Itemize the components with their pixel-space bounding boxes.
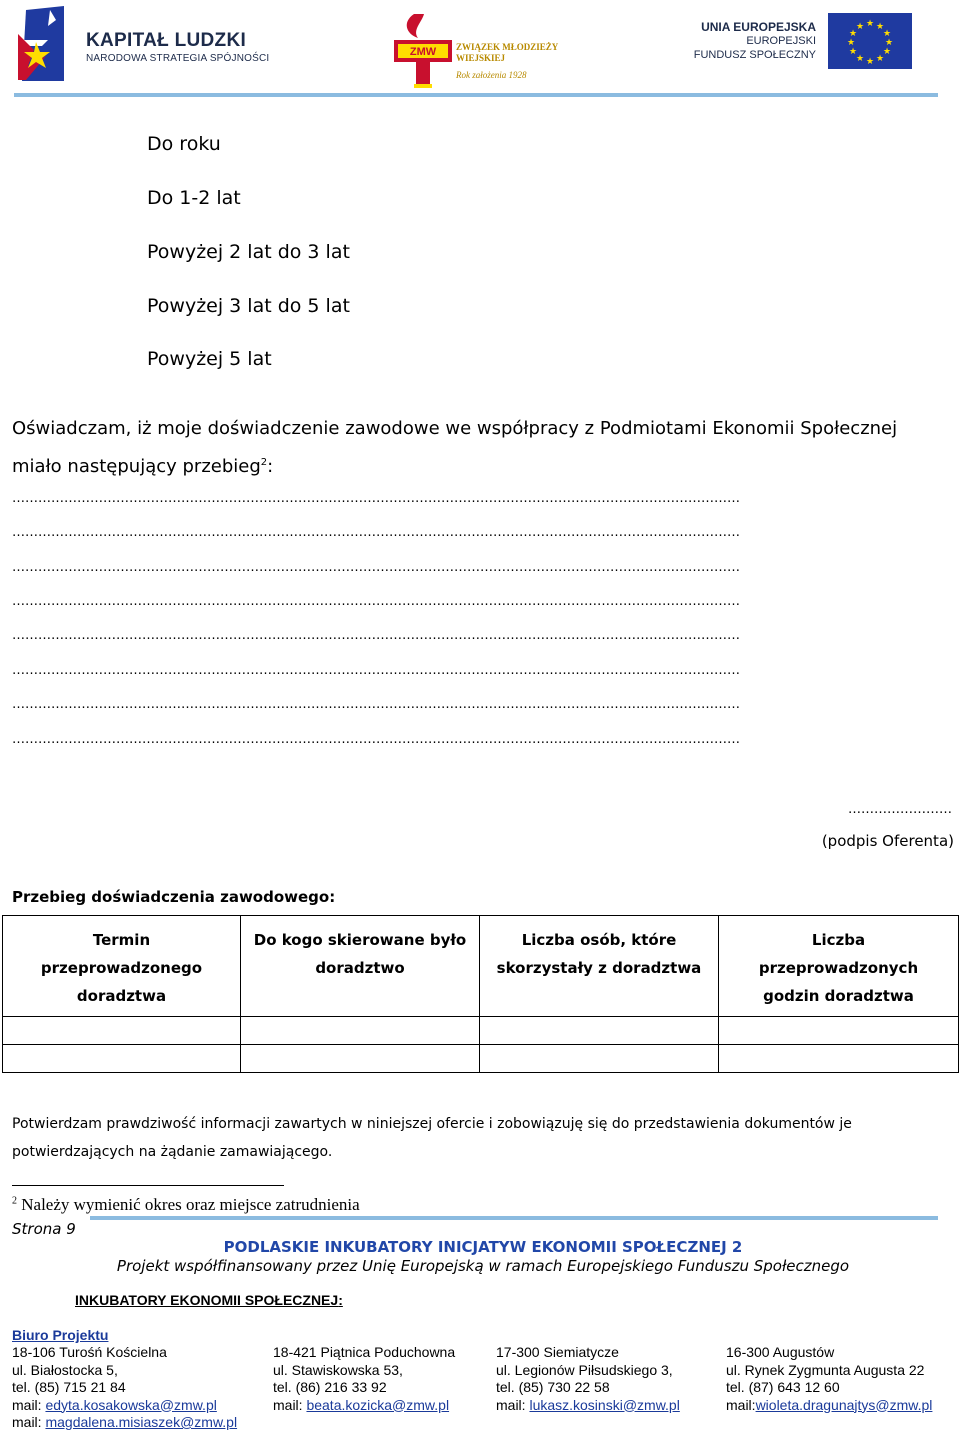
svg-text:★: ★ — [865, 57, 875, 67]
footnote-ref: 2 — [260, 457, 268, 468]
email-link[interactable]: beata.kozicka@zmw.pl — [306, 1396, 450, 1413]
fill-line: …………………………………………………………………………………………………………………………………………………… — [12, 560, 740, 575]
option-2-3-years: Powyżej 2 lat do 3 lat — [147, 241, 350, 263]
fill-line: …………………………………………………………………………………………………………………………………………………… — [12, 491, 740, 506]
experience-section-title: Przebieg doświadczenia zawodowego: — [12, 888, 336, 906]
project-subtitle: Projekt współfinansowany przez Unię Europejską w ramach Europejskiego Funduszu Społecznego — [116, 1257, 850, 1275]
svg-text:★: ★ — [846, 38, 856, 48]
footer-divider — [90, 1216, 938, 1220]
table-cell[interactable] — [480, 1045, 719, 1073]
office-siemiatycze: 17-300 Siemiatycze ul. Legionów Piłsudskiego 3, tel. (85) 730 22 58 mail: lukasz.kosinski@zmw.pl — [496, 1344, 680, 1413]
fill-line: …………………………………………………………………………………………………………………………………………………… — [12, 594, 740, 609]
confirmation-text: Potwierdzam prawdziwość informacji zawartych w niniejszej ofercie i zobowiązuję się do przedstawienia dokumentów je potwierdzających na żądanie zamawiającego. — [12, 1116, 852, 1160]
statement-colon: : — [267, 456, 274, 477]
kapital-ludzki-logo-icon — [18, 6, 68, 81]
svg-text:★: ★ — [848, 29, 858, 39]
email-link[interactable]: lukasz.kosinski@zmw.pl — [529, 1396, 680, 1413]
zmw-badge-text: ZMW — [409, 46, 437, 58]
fill-line: …………………………………………………………………………………………………………………………………………………… — [12, 525, 740, 540]
kapital-ludzki-subtitle: NARODOWA STRATEGIA SPÓJNOŚCI — [86, 53, 270, 64]
footnote — [12, 1195, 360, 1215]
svg-text:★: ★ — [875, 22, 885, 32]
table-header-row — [3, 916, 959, 1017]
statement-line2: miało następujący przebieg — [12, 456, 261, 477]
ue-line3: FUNDUSZ SPOŁECZNY — [693, 49, 816, 61]
experience-table — [2, 915, 959, 1073]
office-turosn: 18-106 Turośń Kościelna ul. Białostocka 5, tel. (85) 715 21 84 mail: edyta.kosakowska@zmw.pl mail: magdalena.misiaszek@zmw.pl — [12, 1344, 238, 1430]
ue-line2: EUROPEJSKI — [746, 35, 816, 47]
zmw-name-line2: WIEJSKIEJ — [456, 53, 506, 63]
option-3-5-years: Powyżej 3 lat do 5 lat — [147, 295, 350, 317]
fill-line: …………………………………………………………………………………………………………………………………………………… — [12, 628, 740, 643]
svg-text:★: ★ — [848, 47, 858, 57]
footnote-divider — [12, 1185, 284, 1186]
svg-text:★: ★ — [865, 19, 875, 29]
table-cell[interactable] — [3, 1045, 241, 1073]
email-link[interactable]: edyta.kosakowska@zmw.pl — [45, 1396, 217, 1413]
option-1-2-years: Do 1-2 lat — [147, 187, 241, 209]
column-header-recipient: Do kogo skierowane było doradztwo — [241, 916, 480, 1017]
email-link[interactable]: wioleta.dragunajtys@zmw.pl — [755, 1396, 933, 1413]
svg-text:★: ★ — [875, 54, 885, 64]
page-header — [0, 0, 960, 100]
table-row — [3, 1045, 959, 1073]
table-cell[interactable] — [241, 1045, 480, 1073]
option-up-to-1-year: Do roku — [147, 133, 221, 155]
office-piatnica: 18-421 Piątnica Poduchowna ul. Stawiskowska 53, tel. (86) 216 33 92 mail: beata.kozicka@zmw.pl — [273, 1344, 456, 1413]
column-header-term: Termin przeprowadzonego doradztwa — [3, 916, 241, 1017]
fill-line: …………………………………………………………………………………………………………………………………………………… — [12, 663, 740, 678]
fill-line: …………………………………………………………………………………………………………………………………………………… — [12, 732, 740, 747]
zmw-founded: Rok założenia 1928 — [456, 70, 527, 80]
svg-text:★: ★ — [882, 29, 892, 39]
kapital-ludzki-title: KAPITAŁ LUDZKI — [86, 30, 247, 51]
experience-statement — [12, 412, 956, 484]
footnote-number: 2 — [12, 1195, 17, 1207]
ue-title: UNIA EUROPEJSKA — [701, 20, 816, 34]
office-label: Biuro Projektu — [12, 1327, 109, 1343]
signature-line: …………………… — [848, 802, 952, 817]
zmw-torch-logo-icon — [392, 12, 454, 88]
table-cell[interactable] — [3, 1017, 241, 1045]
table-cell[interactable] — [719, 1017, 959, 1045]
svg-text:★: ★ — [855, 22, 865, 32]
table-row — [3, 1017, 959, 1045]
office-augustow: 16-300 Augustów ul. Rynek Zygmunta Augusta 22 tel. (87) 643 12 60 mail:wioleta.dragunajtys@zmw.pl — [726, 1344, 933, 1413]
table-cell[interactable] — [480, 1017, 719, 1045]
svg-text:★: ★ — [855, 54, 865, 64]
table-cell[interactable] — [241, 1017, 480, 1045]
column-header-people-count: Liczba osób, które skorzystały z doradztwa — [480, 916, 719, 1017]
header-divider — [14, 93, 938, 97]
footnote-text: Należy wymienić okres oraz miejsce zatrudnienia — [17, 1195, 360, 1214]
table-cell[interactable] — [719, 1045, 959, 1073]
incubators-label: INKUBATORY EKONOMII SPOŁECZNEJ: — [75, 1292, 343, 1308]
svg-text:★: ★ — [884, 38, 894, 48]
fill-line: …………………………………………………………………………………………………………………………………………………… — [12, 697, 740, 712]
svg-text:★: ★ — [882, 47, 892, 57]
zmw-name-line1: ZWIĄZEK MŁODZIEŻY — [456, 42, 559, 52]
signature-label: (podpis Oferenta) — [821, 832, 954, 850]
option-over-5-years: Powyżej 5 lat — [147, 348, 272, 370]
eu-flag-icon — [828, 13, 912, 69]
statement-line1: Oświadczam, iż moje doświadczenie zawodowe we współpracy z Podmiotami Ekonomii Społecznej — [12, 418, 898, 439]
page-number: Strona 9 — [12, 1220, 76, 1238]
column-header-hours: Liczba przeprowadzonych godzin doradztwa — [719, 916, 959, 1017]
project-title: PODLASKIE INKUBATORY INICJATYW EKONOMII SPOŁECZNEJ 2 — [223, 1238, 743, 1256]
email-link[interactable]: magdalena.misiaszek@zmw.pl — [45, 1414, 238, 1430]
